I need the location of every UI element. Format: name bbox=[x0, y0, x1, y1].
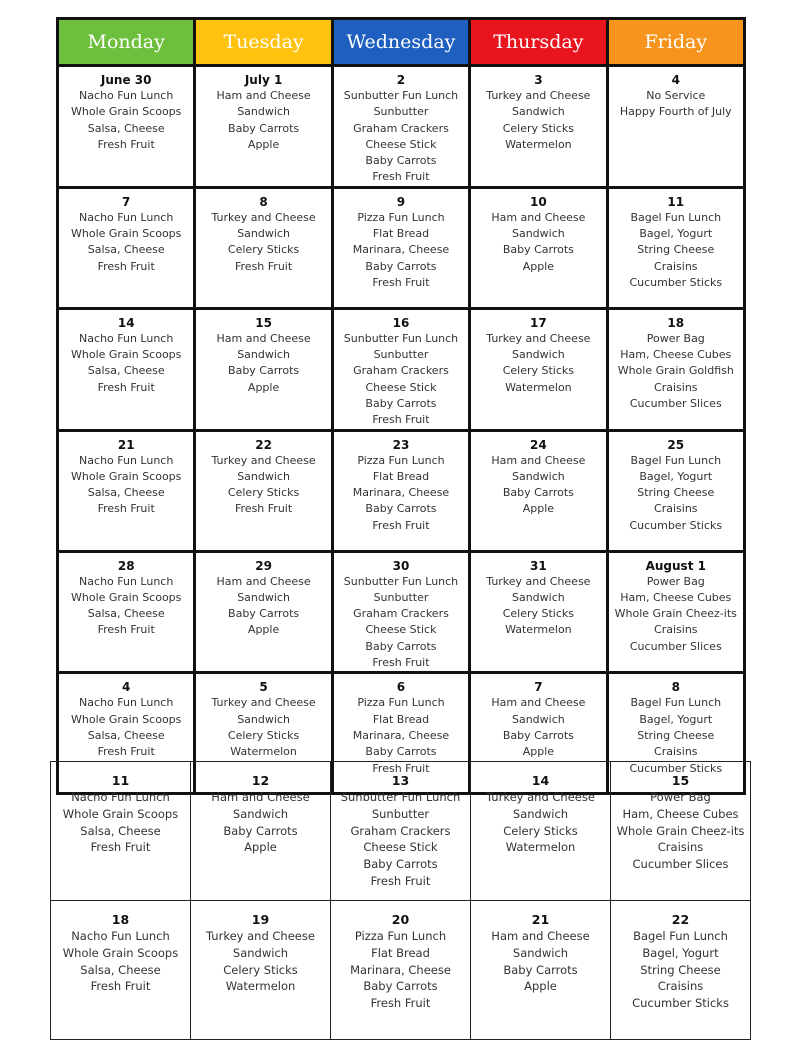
menu-item: Whole Grain Scoops bbox=[70, 590, 182, 604]
menu-item: Apple bbox=[522, 745, 555, 759]
menu-item: Graham Crackers bbox=[353, 364, 449, 378]
header-friday: Friday bbox=[607, 19, 744, 66]
menu-item: Graham Crackers bbox=[353, 121, 449, 135]
menu-item: Apple bbox=[524, 979, 557, 994]
menu-item: Ham, Cheese Cubes bbox=[620, 348, 732, 362]
menu-item: Apple bbox=[247, 380, 280, 394]
menu-item: Nacho Fun Lunch bbox=[79, 574, 174, 588]
menu-item: String Cheese bbox=[637, 243, 715, 257]
day-date: 24 bbox=[530, 437, 547, 452]
day-cell bbox=[332, 551, 469, 673]
menu-item: Ham, Cheese Cubes bbox=[620, 590, 732, 604]
menu-item: Whole Grain Scoops bbox=[70, 712, 182, 726]
day-cell bbox=[58, 308, 195, 430]
menu-item: Whole Grain Scoops bbox=[70, 105, 182, 119]
menu-item: Baby Carrots bbox=[502, 728, 574, 742]
menu-item: Fresh Fruit bbox=[372, 518, 430, 532]
day-date: 4 bbox=[671, 73, 680, 87]
menu-item: Cheese Stick bbox=[363, 840, 438, 855]
day-date: 30 bbox=[392, 558, 410, 573]
menu-item: Salsa, Cheese bbox=[87, 243, 165, 257]
day-date: 11 bbox=[111, 773, 130, 788]
menu-item: Pizza Fun Lunch bbox=[354, 929, 447, 943]
menu-item: Salsa, Cheese bbox=[87, 364, 165, 378]
header-monday: Monday bbox=[58, 19, 195, 66]
menu-item: No Service bbox=[646, 89, 706, 102]
menu-item: Cheese Stick bbox=[365, 380, 437, 394]
day-date: 23 bbox=[392, 437, 410, 452]
menu-item: Sunbutter bbox=[371, 806, 430, 821]
week-row bbox=[51, 762, 751, 901]
day-cell bbox=[607, 308, 744, 430]
menu-item: Salsa, Cheese bbox=[87, 728, 165, 742]
menu-item: Watermelon bbox=[505, 380, 572, 394]
day-cell bbox=[58, 551, 195, 673]
menu-item: Watermelon bbox=[505, 137, 572, 151]
menu-item: Sunbutter Fun Lunch bbox=[343, 331, 459, 345]
menu-item: Pizza Fun Lunch bbox=[357, 210, 445, 224]
day-date: 14 bbox=[117, 315, 135, 330]
day-date: 12 bbox=[251, 773, 270, 788]
day-cell bbox=[470, 187, 607, 308]
day-date: 22 bbox=[671, 912, 690, 927]
menu-item: String Cheese bbox=[637, 486, 715, 500]
menu-item: Turkey and Cheese bbox=[486, 331, 591, 345]
menu-item: Cucumber Sticks bbox=[632, 996, 729, 1011]
menu-item: Celery Sticks bbox=[503, 823, 578, 838]
menu-item: Craisins bbox=[654, 502, 698, 516]
menu-item: Ham and Cheese bbox=[491, 453, 586, 467]
menu-item: Pizza Fun Lunch bbox=[357, 453, 445, 467]
menu-item: Whole Grain Scoops bbox=[62, 806, 179, 821]
day-cell bbox=[607, 551, 744, 673]
menu-item: Baby Carrots bbox=[228, 364, 300, 378]
menu-item: Baby Carrots bbox=[363, 857, 438, 872]
menu-item: Flat Bread bbox=[372, 227, 430, 241]
menu-item: Sunbutter Fun Lunch bbox=[343, 89, 459, 102]
day-date: 31 bbox=[530, 558, 547, 573]
menu-item: Sandwich bbox=[237, 227, 290, 241]
menu-item: Fresh Fruit bbox=[370, 996, 431, 1011]
menu-item: Cucumber Sticks bbox=[629, 761, 723, 775]
week-row bbox=[58, 66, 745, 188]
menu-item: Sandwich bbox=[237, 469, 290, 483]
menu-item: Fresh Fruit bbox=[372, 761, 430, 775]
day-cell bbox=[195, 430, 332, 551]
menu-item: Watermelon bbox=[505, 623, 572, 637]
menu-item: Sunbutter Fun Lunch bbox=[343, 574, 459, 588]
menu-item: Sandwich bbox=[237, 712, 290, 726]
menu-item: Baby Carrots bbox=[363, 979, 438, 994]
day-date: 15 bbox=[255, 315, 272, 330]
menu-item: Apple bbox=[247, 623, 280, 637]
day-cell bbox=[470, 551, 607, 673]
weekday-header-row bbox=[58, 19, 745, 66]
menu-item: Celery Sticks bbox=[227, 728, 300, 742]
day-cell bbox=[58, 66, 195, 188]
menu-item: Nacho Fun Lunch bbox=[79, 696, 174, 710]
menu-item: Craisins bbox=[654, 745, 698, 759]
menu-item: Fresh Fruit bbox=[370, 873, 431, 888]
day-cell bbox=[195, 66, 332, 188]
day-cell bbox=[607, 66, 744, 188]
menu-item: Flat Bread bbox=[372, 469, 430, 483]
day-date: 15 bbox=[671, 773, 690, 788]
day-date: 17 bbox=[530, 315, 547, 330]
day-cell bbox=[611, 901, 751, 1040]
menu-item: Nacho Fun Lunch bbox=[71, 929, 170, 943]
day-cell bbox=[332, 430, 469, 551]
day-date: 14 bbox=[531, 773, 550, 788]
menu-item: Salsa, Cheese bbox=[87, 486, 165, 500]
day-cell bbox=[195, 187, 332, 308]
menu-item: Watermelon bbox=[230, 745, 297, 759]
day-date: 19 bbox=[251, 912, 270, 927]
menu-item: Baby Carrots bbox=[502, 486, 574, 500]
day-date: 20 bbox=[391, 912, 410, 927]
menu-item: Turkey and Cheese bbox=[486, 790, 595, 804]
menu-item: Apple bbox=[247, 137, 280, 151]
day-date: 7 bbox=[534, 680, 543, 695]
menu-item: Craisins bbox=[654, 623, 698, 637]
menu-item: Nacho Fun Lunch bbox=[71, 790, 170, 804]
menu-item: Power Bag bbox=[650, 790, 711, 804]
menu-item: Sunbutter Fun Lunch bbox=[340, 790, 461, 804]
menu-item: Baby Carrots bbox=[223, 823, 298, 838]
menu-item: Baby Carrots bbox=[502, 243, 574, 257]
menu-item: Fresh Fruit bbox=[97, 259, 155, 273]
menu-item: Flat Bread bbox=[371, 945, 430, 960]
menu-item: Salsa, Cheese bbox=[80, 962, 161, 977]
day-cell bbox=[51, 762, 191, 901]
menu-item: Apple bbox=[244, 840, 277, 855]
day-date: 18 bbox=[111, 912, 130, 927]
menu-item: Celery Sticks bbox=[502, 364, 575, 378]
day-date: 4 bbox=[122, 680, 131, 695]
day-cell bbox=[58, 430, 195, 551]
menu-item: Marinara, Cheese bbox=[350, 962, 451, 977]
day-cell bbox=[611, 762, 751, 901]
menu-item: Turkey and Cheese bbox=[211, 453, 316, 467]
day-date: 10 bbox=[530, 194, 547, 209]
day-cell bbox=[191, 762, 331, 901]
day-date: 29 bbox=[255, 558, 272, 573]
day-cell bbox=[331, 762, 471, 901]
menu-item: Bagel, Yogurt bbox=[639, 469, 713, 483]
day-date: August 1 bbox=[645, 558, 706, 573]
header-thursday: Thursday bbox=[470, 19, 607, 66]
menu-item: Sandwich bbox=[237, 105, 290, 119]
day-cell bbox=[331, 901, 471, 1040]
menu-item: Bagel Fun Lunch bbox=[630, 453, 722, 467]
day-cell bbox=[470, 66, 607, 188]
menu-item: Ham, Cheese Cubes bbox=[622, 806, 739, 821]
menu-item: Nacho Fun Lunch bbox=[79, 210, 174, 224]
menu-item: Sandwich bbox=[511, 348, 565, 362]
menu-item: Whole Grain Scoops bbox=[70, 348, 182, 362]
menu-item: Power Bag bbox=[646, 574, 705, 588]
menu-item: Apple bbox=[522, 259, 555, 273]
menu-item: Sandwich bbox=[237, 590, 290, 604]
menu-item: Cheese Stick bbox=[365, 623, 437, 637]
week-row bbox=[51, 901, 751, 1040]
day-cell bbox=[607, 430, 744, 551]
menu-item: Sunbutter bbox=[373, 590, 429, 604]
menu-item: Marinara, Cheese bbox=[352, 486, 450, 500]
menu-item: Fresh Fruit bbox=[372, 275, 430, 289]
day-date: July 1 bbox=[244, 73, 283, 87]
menu-item: Fresh Fruit bbox=[372, 413, 430, 427]
menu-item: Turkey and Cheese bbox=[211, 210, 316, 224]
menu-item: Fresh Fruit bbox=[97, 623, 155, 637]
day-date: 7 bbox=[122, 194, 131, 209]
menu-item: Cucumber Sticks bbox=[629, 518, 723, 532]
menu-item: String Cheese bbox=[637, 728, 715, 742]
day-cell bbox=[191, 901, 331, 1040]
week-row bbox=[58, 187, 745, 308]
day-date: 8 bbox=[671, 680, 680, 695]
menu-item: Baby Carrots bbox=[365, 259, 437, 273]
menu-item: Whole Grain Scoops bbox=[70, 227, 182, 241]
menu-item: Ham and Cheese bbox=[491, 696, 586, 710]
menu-item: Turkey and Cheese bbox=[486, 574, 591, 588]
day-cell bbox=[470, 430, 607, 551]
menu-item: Sandwich bbox=[511, 105, 565, 119]
menu-item: Baby Carrots bbox=[365, 396, 437, 410]
menu-item: Cucumber Sticks bbox=[629, 275, 723, 289]
menu-item: Watermelon bbox=[505, 840, 576, 855]
day-cell bbox=[471, 762, 611, 901]
day-cell bbox=[51, 901, 191, 1040]
menu-item: Pizza Fun Lunch bbox=[357, 696, 445, 710]
menu-item: Craisins bbox=[657, 840, 704, 855]
day-date: 21 bbox=[117, 437, 135, 452]
menu-item: Sandwich bbox=[232, 806, 289, 821]
day-cell bbox=[470, 308, 607, 430]
menu-item: Turkey and Cheese bbox=[206, 929, 315, 943]
day-date: June 30 bbox=[100, 73, 152, 87]
menu-item: Sandwich bbox=[511, 590, 565, 604]
menu-item: Nacho Fun Lunch bbox=[79, 453, 174, 467]
menu-item: Ham and Cheese bbox=[216, 574, 311, 588]
menu-item: Whole Grain Scoops bbox=[62, 945, 179, 960]
menu-item: Bagel, Yogurt bbox=[639, 712, 713, 726]
day-date: 18 bbox=[667, 315, 685, 330]
day-date: 11 bbox=[667, 194, 685, 209]
menu-item: Fresh Fruit bbox=[372, 656, 430, 670]
menu-item: Sunbutter bbox=[373, 105, 429, 119]
menu-item: Baby Carrots bbox=[365, 154, 437, 168]
menu-item: Baby Carrots bbox=[503, 962, 578, 977]
day-date: 21 bbox=[531, 912, 550, 927]
menu-item: Sandwich bbox=[512, 806, 569, 821]
menu-item: Graham Crackers bbox=[350, 823, 451, 838]
header-tuesday: Tuesday bbox=[195, 19, 332, 66]
menu-item: Ham and Cheese bbox=[216, 89, 311, 102]
day-date: 28 bbox=[117, 558, 135, 573]
menu-item: Baby Carrots bbox=[365, 745, 437, 759]
menu-item: Sandwich bbox=[511, 712, 565, 726]
menu-item: Sandwich bbox=[511, 469, 565, 483]
menu-item: Whole Grain Cheez-its bbox=[614, 607, 737, 621]
week-row bbox=[58, 551, 745, 673]
day-date: 6 bbox=[396, 680, 406, 695]
menu-item: Ham and Cheese bbox=[491, 929, 590, 943]
menu-item: Bagel Fun Lunch bbox=[633, 929, 728, 943]
menu-item: Marinara, Cheese bbox=[352, 728, 450, 742]
day-cell bbox=[332, 66, 469, 188]
menu-item: Watermelon bbox=[225, 979, 296, 994]
day-date: 5 bbox=[259, 680, 268, 695]
menu-item: Fresh Fruit bbox=[90, 979, 151, 994]
menu-item: Bagel, Yogurt bbox=[639, 227, 713, 241]
menu-item: Turkey and Cheese bbox=[211, 696, 316, 710]
menu-item: Baby Carrots bbox=[365, 639, 437, 653]
menu-item: Salsa, Cheese bbox=[87, 607, 165, 621]
menu-item: Fresh Fruit bbox=[97, 502, 155, 516]
menu-item: Baby Carrots bbox=[228, 607, 300, 621]
menu-item: Fresh Fruit bbox=[372, 170, 430, 184]
day-date: 8 bbox=[259, 194, 268, 209]
menu-item: Ham and Cheese bbox=[216, 331, 311, 345]
menu-item: Baby Carrots bbox=[228, 121, 300, 135]
menu-item: Nacho Fun Lunch bbox=[79, 331, 174, 345]
menu-item: Craisins bbox=[654, 259, 698, 273]
day-cell bbox=[332, 187, 469, 308]
menu-item: Salsa, Cheese bbox=[87, 121, 165, 135]
menu-item: Happy Fourth of July bbox=[619, 105, 732, 119]
menu-item: Marinara, Cheese bbox=[352, 243, 450, 257]
menu-item: Whole Grain Cheez-its bbox=[616, 823, 745, 838]
menu-item: Nacho Fun Lunch bbox=[79, 89, 174, 102]
menu-item: Power Bag bbox=[646, 331, 705, 345]
day-date: 13 bbox=[391, 773, 410, 788]
menu-item: Celery Sticks bbox=[502, 121, 575, 135]
day-cell bbox=[471, 901, 611, 1040]
menu-item: Salsa, Cheese bbox=[80, 823, 161, 838]
menu-item: Apple bbox=[522, 502, 555, 516]
menu-item: Sunbutter bbox=[373, 348, 429, 362]
menu-item: Baby Carrots bbox=[365, 502, 437, 516]
menu-item: Turkey and Cheese bbox=[486, 89, 591, 102]
menu-item: Sandwich bbox=[232, 945, 289, 960]
menu-item: Cucumber Slices bbox=[629, 396, 722, 410]
menu-item: Fresh Fruit bbox=[235, 259, 293, 273]
menu-item: Craisins bbox=[654, 380, 698, 394]
menu-item: String Cheese bbox=[640, 962, 721, 977]
day-date: 3 bbox=[534, 73, 543, 87]
menu-item: Bagel Fun Lunch bbox=[630, 210, 722, 224]
menu-item: Cheese Stick bbox=[365, 137, 437, 151]
menu-item: Fresh Fruit bbox=[97, 137, 155, 151]
day-cell bbox=[607, 187, 744, 308]
day-date: 9 bbox=[396, 194, 406, 209]
menu-item: Fresh Fruit bbox=[90, 840, 151, 855]
week-row bbox=[58, 308, 745, 430]
header-wednesday: Wednesday bbox=[332, 19, 469, 66]
menu-item: Graham Crackers bbox=[353, 607, 449, 621]
day-date: 25 bbox=[667, 437, 685, 452]
menu-item: Sandwich bbox=[511, 227, 565, 241]
week-row bbox=[58, 430, 745, 551]
menu-item: Craisins bbox=[657, 979, 704, 994]
menu-item: Bagel Fun Lunch bbox=[630, 696, 722, 710]
lunch-calendar-main bbox=[56, 17, 746, 795]
day-cell bbox=[195, 308, 332, 430]
menu-item: Flat Bread bbox=[372, 712, 430, 726]
menu-item: Celery Sticks bbox=[223, 962, 298, 977]
day-cell bbox=[195, 551, 332, 673]
menu-item: Fresh Fruit bbox=[97, 745, 155, 759]
menu-item: Whole Grain Scoops bbox=[70, 469, 182, 483]
menu-item: Celery Sticks bbox=[502, 607, 575, 621]
menu-item: Whole Grain Goldfish bbox=[617, 364, 734, 378]
menu-item: Cucumber Slices bbox=[632, 857, 729, 872]
menu-item: Ham and Cheese bbox=[491, 210, 586, 224]
day-date: 22 bbox=[255, 437, 272, 452]
day-cell bbox=[58, 187, 195, 308]
menu-item: Celery Sticks bbox=[227, 486, 300, 500]
menu-item: Celery Sticks bbox=[227, 243, 300, 257]
menu-item: Sandwich bbox=[512, 945, 569, 960]
menu-item: Fresh Fruit bbox=[97, 380, 155, 394]
day-date: 16 bbox=[392, 315, 410, 330]
menu-item: Ham and Cheese bbox=[211, 790, 310, 804]
day-date: 2 bbox=[396, 73, 406, 87]
lunch-calendar-continued bbox=[50, 761, 751, 1040]
menu-item: Fresh Fruit bbox=[235, 502, 293, 516]
menu-item: Cucumber Slices bbox=[629, 639, 722, 653]
day-cell bbox=[332, 308, 469, 430]
menu-item: Sandwich bbox=[237, 348, 290, 362]
menu-item: Bagel, Yogurt bbox=[642, 945, 719, 960]
